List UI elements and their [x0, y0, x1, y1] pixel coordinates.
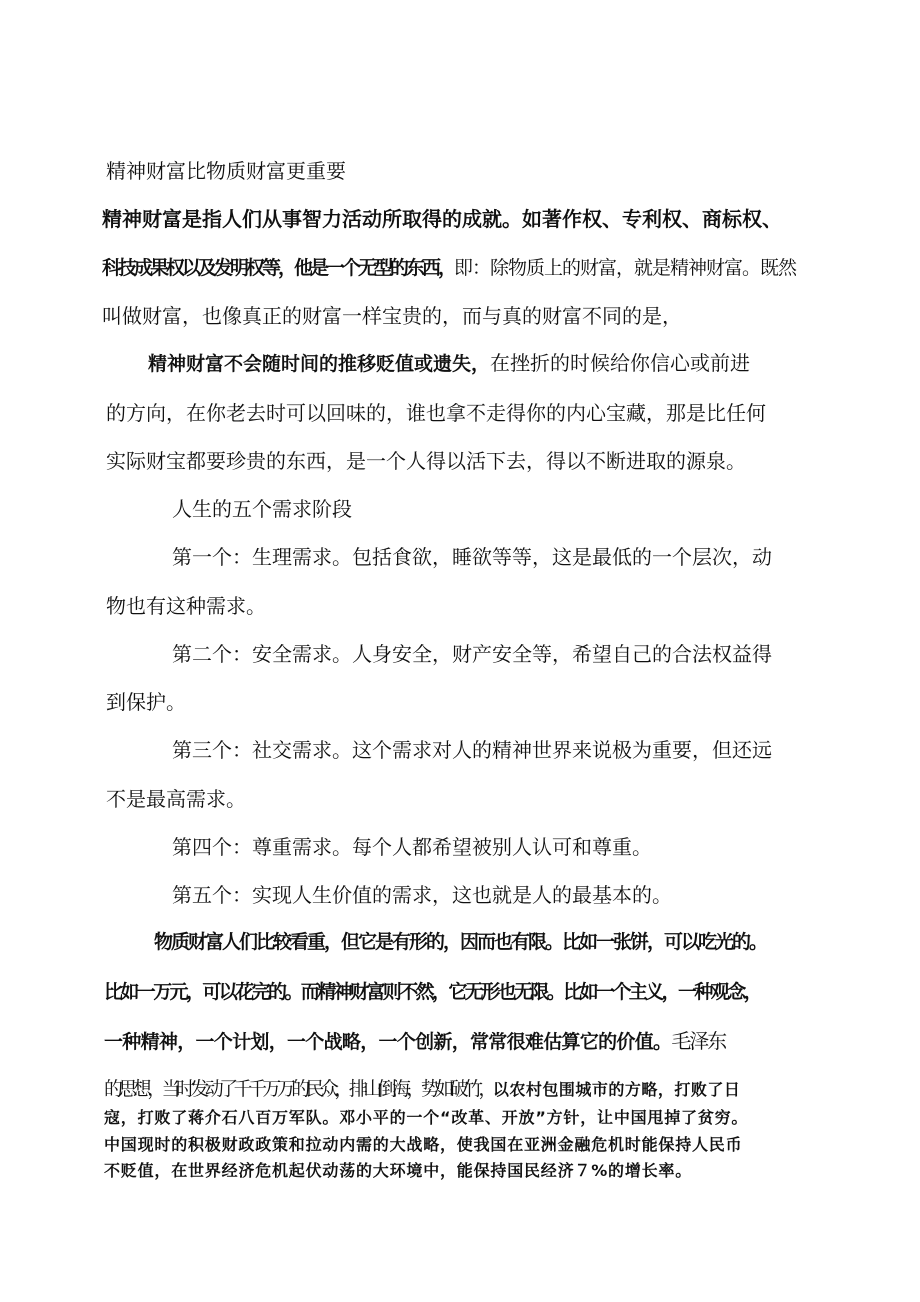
need-1-line1: 第一个：生理需求。包括食欲，睡欲等等，这是最低的一个层次，动 — [172, 545, 772, 569]
need-4: 第四个：尊重需求。每个人都希望被别人认可和尊重。 — [172, 835, 652, 859]
para3-line4-norm: 的思想，当时发动了千千万万的民众，排山倒海，势如破竹， — [104, 1078, 493, 1100]
need-2-line1: 第二个：安全需求。人身安全，财产安全等，希望自己的合法权益得 — [172, 642, 772, 666]
need-1-line2: 物也有这种需求。 — [106, 594, 266, 618]
document-title: 精神财富比物质财富更重要 — [106, 159, 346, 183]
para2-line1-bold: 精神财富不会随时间的推移贬值或遗失， — [148, 353, 491, 375]
para2-line2: 的方向，在你老去时可以回味的，谁也拿不走得你的内心宝藏，那是比任何 — [106, 401, 766, 425]
needs-heading: 人生的五个需求阶段 — [172, 497, 352, 521]
para3-line3-rest: 毛泽东 — [671, 1029, 726, 1053]
para3-line1: 物质财富人们比较看重，但它是有形的，因而也有限。比如一张饼，可以吃光的。 — [154, 931, 767, 953]
para1-line2 — [102, 259, 796, 278]
para3-line3-bold: 一种精神，一个计划，一个战略，一个创新，常常很难估算它的价值。 — [104, 1031, 672, 1053]
para1-line2-bold: 科技成果权以及发明权等，他是一个无型的东西， — [102, 257, 455, 279]
para2-line3: 实际财宝都要珍贵的东西，是一个人得以活下去，得以不断进取的源泉。 — [106, 449, 746, 473]
para3-line2: 比如一万元，可以花完的。而精神财富则不然，它无形也无限。比如一个主义，一种观念， — [104, 981, 761, 1003]
para3-line6: 中国现时的积极财政政策和拉动内需的大战略，使我国在亚洲金融危机时能保持人民币 — [104, 1135, 743, 1154]
need-3-line1: 第三个：社交需求。这个需求对人的精神世界来说极为重要，但还远 — [172, 738, 772, 762]
para3-line4-bold: 以农村包围城市的方略，打败了日 — [492, 1080, 741, 1099]
para1-line2-rest: 即：除物质上的财富，就是精神财富。既然 — [454, 257, 797, 279]
para3-line7: 不贬值，在世界经济危机起伏动荡的大环境中，能保持国民经济７%的增长率。 — [104, 1161, 693, 1180]
para2-line1-rest: 在挫折的时候给你信心或前进 — [490, 351, 751, 375]
need-3-line2: 不是最高需求。 — [106, 787, 246, 811]
para1-line1: 精神财富是指人们从事智力活动所取得的成就。如著作权、专利权、商标权、 — [102, 207, 782, 231]
para2-line1 — [148, 353, 750, 374]
need-2-line2: 到保护。 — [106, 690, 186, 714]
para3-line5: 寇，打败了蒋介石八百万军队。邓小平的一个“改革、开放”方针，让中国甩掉了贫穷。 — [104, 1108, 749, 1127]
para1-line3: 叫做财富，也像真正的财富一样宝贵的，而与真的财富不同的是， — [102, 304, 682, 328]
para3-line4 — [104, 1080, 740, 1099]
need-5: 第五个：实现人生价值的需求，这也就是人的最基本的。 — [172, 883, 672, 907]
para3-line3 — [104, 1031, 725, 1052]
